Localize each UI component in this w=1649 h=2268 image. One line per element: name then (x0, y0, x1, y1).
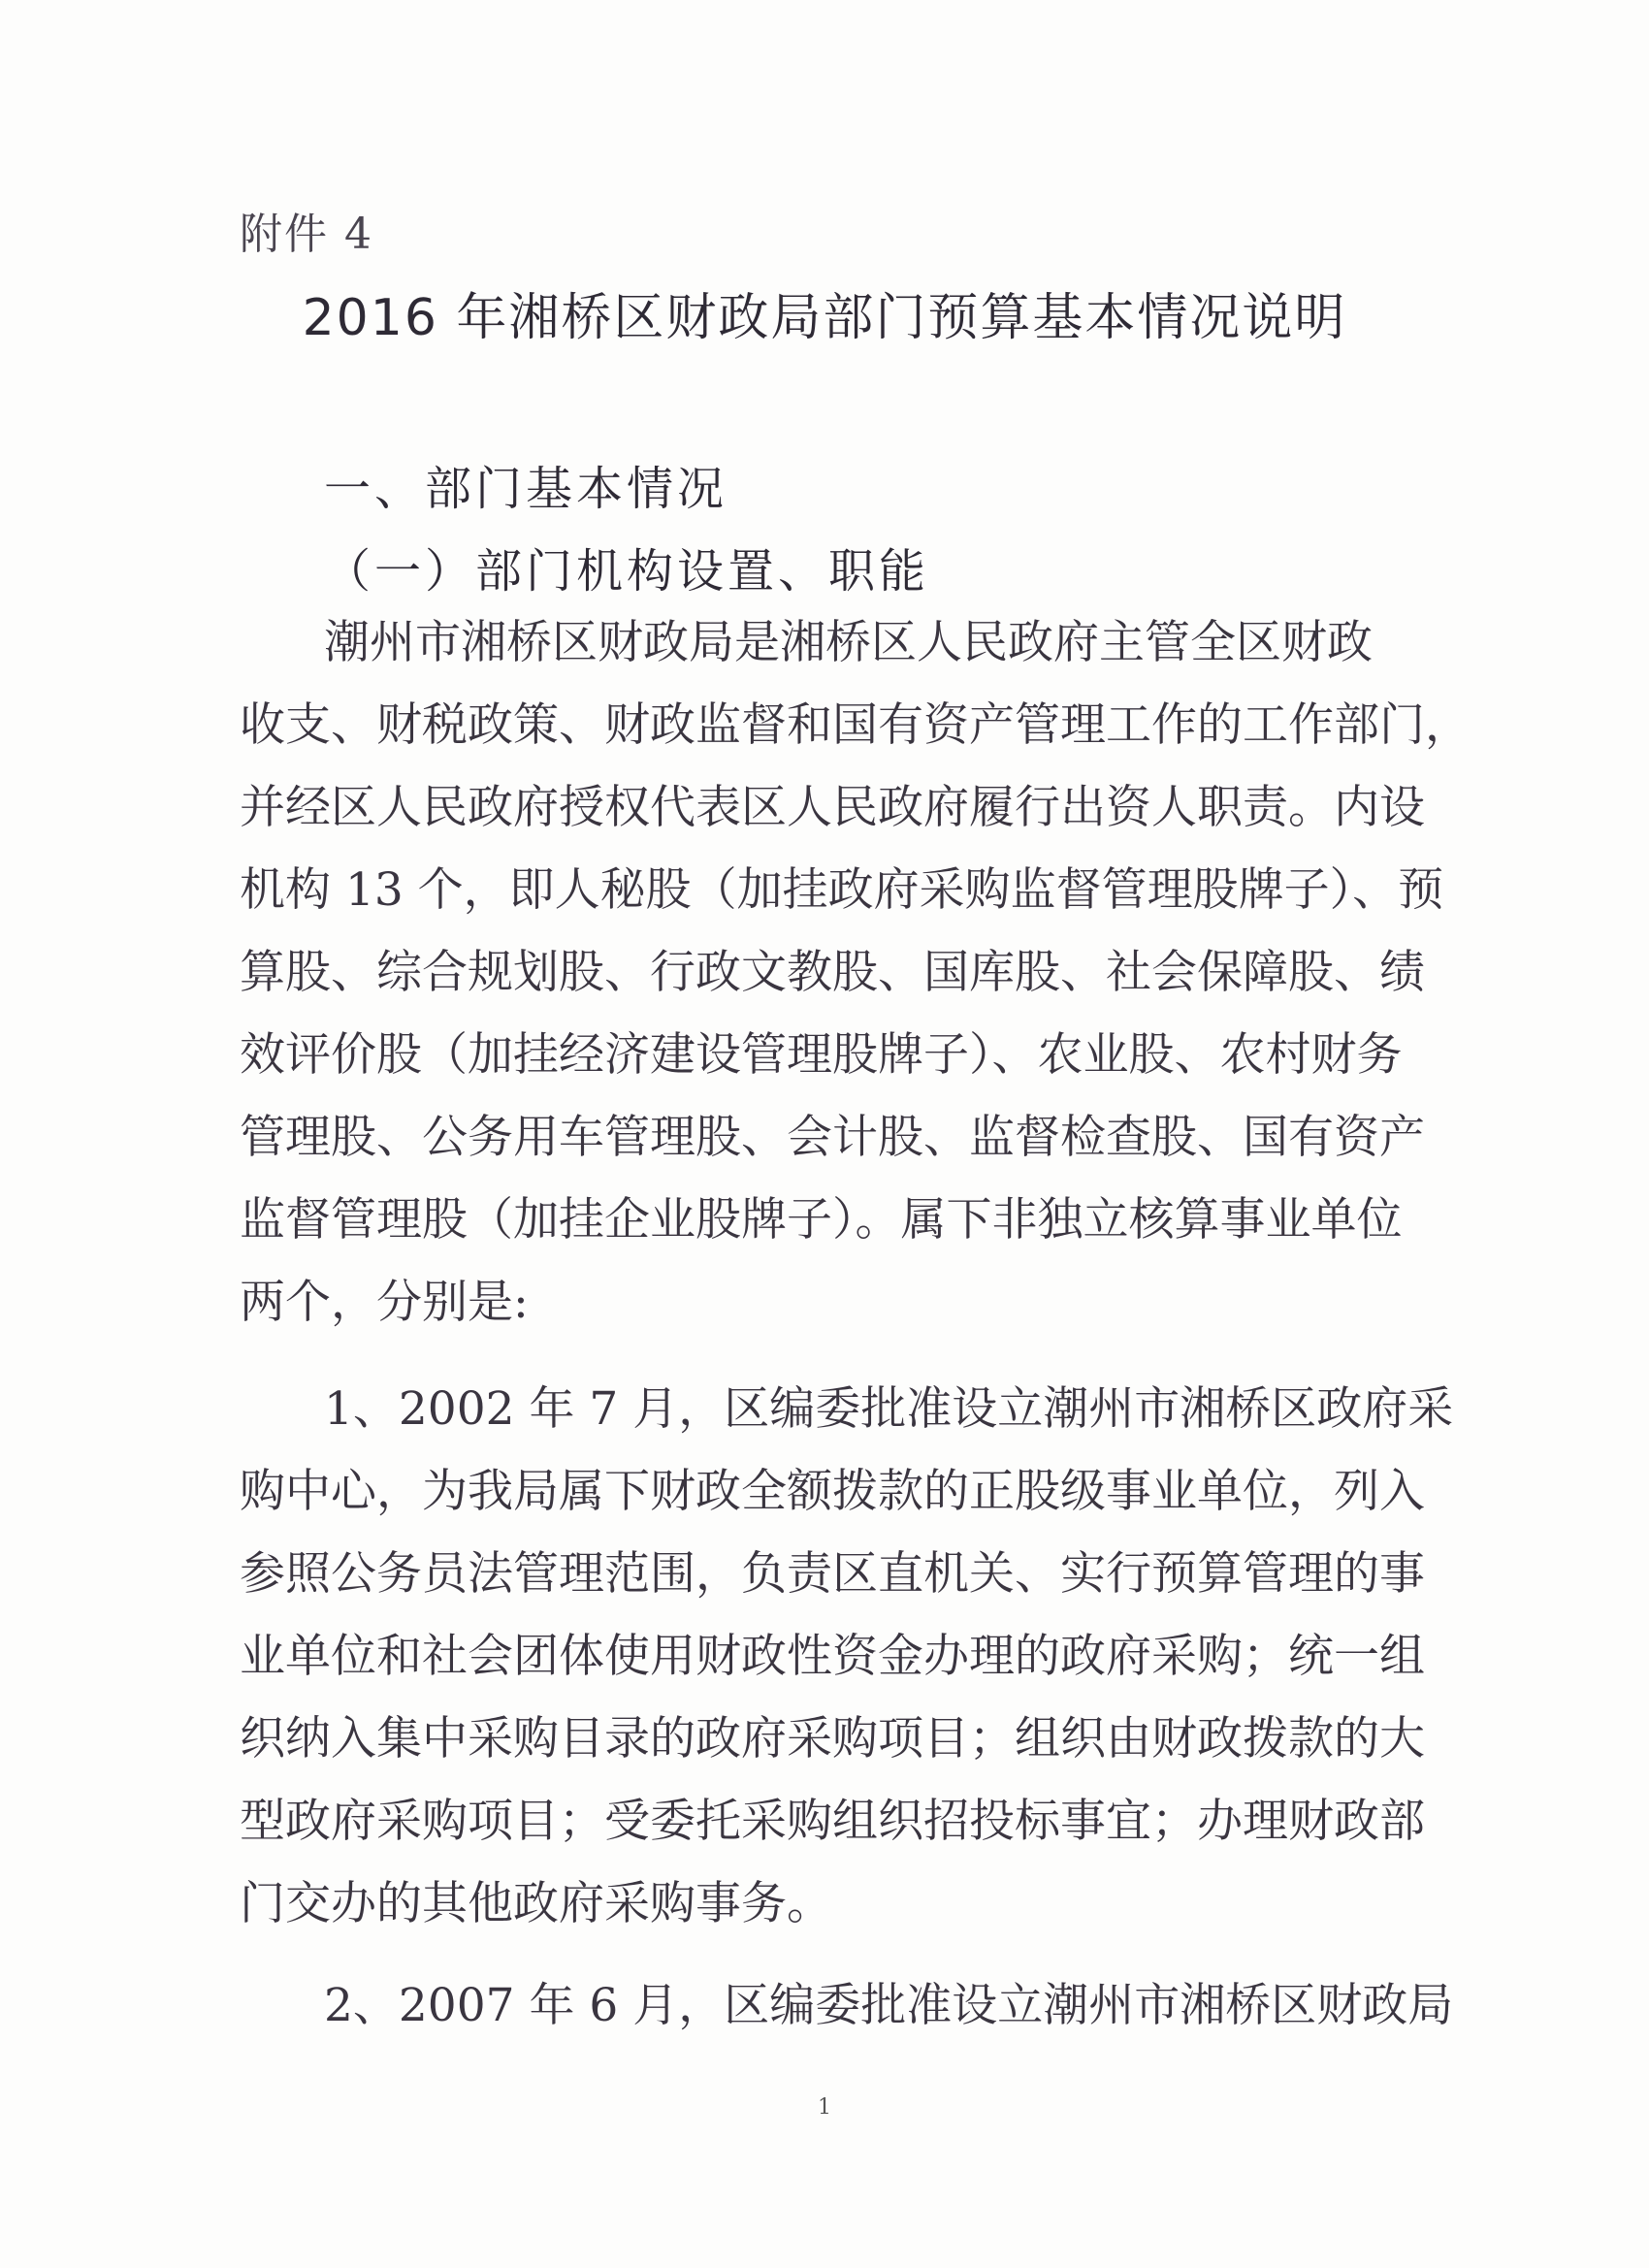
paragraph-line: 织纳入集中采购目录的政府采购项目；组织由财政拨款的大 (240, 1712, 1425, 1766)
paragraph-line: 两个，分别是: (240, 1276, 529, 1329)
paragraph-line: 1、2002 年 7 月，区编委批准设立潮州市湘桥区政府采 (324, 1382, 1454, 1436)
paragraph-line: 业单位和社会团体使用财政性资金办理的政府采购；统一组 (240, 1630, 1425, 1683)
paragraph-line: 2、2007 年 6 月，区编委批准设立潮州市湘桥区财政局 (324, 1979, 1454, 2032)
paragraph-line: 并经区人民政府授权代表区人民政府履行出资人职责。内设 (240, 781, 1425, 834)
page-number: 1 (818, 2095, 831, 2120)
paragraph-second-unit (240, 1964, 1454, 2047)
paragraph-line: 购中心，为我局属下财政全额拨款的正股级事业单位，列入 (240, 1465, 1425, 1518)
document-title: 2016 年湘桥区财政局部门预算基本情况说明 (302, 289, 1347, 347)
paragraph-line: 型政府采购项目；受委托采购组织招投标事宜；办理财政部 (240, 1795, 1425, 1848)
paragraph-line: 参照公务员法管理范围，负责区直机关、实行预算管理的事 (240, 1547, 1425, 1601)
paragraph-line: 监督管理股（加挂企业股牌子）。属下非独立核算事业单位 (240, 1193, 1403, 1247)
paragraph-institution-overview (240, 601, 1471, 1344)
paragraph-line: 收支、财税政策、财政监督和国有资产管理工作的工作部门， (240, 698, 1471, 752)
subsection-heading: （一）部门机构设置、职能 (324, 544, 930, 599)
section-heading: 一、部门基本情况 (324, 462, 728, 516)
paragraph-procurement-center (240, 1368, 1454, 1945)
paragraph-line: 算股、综合规划股、行政文教股、国库股、社会保障股、绩 (240, 946, 1425, 999)
attachment-label: 附件 4 (240, 210, 373, 259)
paragraph-line: 潮州市湘桥区财政局是湘桥区人民政府主管全区财政 (324, 616, 1373, 669)
paragraph-line: 机构 13 个，即人秘股（加挂政府采购监督管理股牌子）、预 (240, 863, 1444, 917)
paragraph-line: 管理股、公务用车管理股、会计股、监督检查股、国有资产 (240, 1111, 1425, 1164)
paragraph-line: 效评价股（加挂经济建设管理股牌子）、农业股、农村财务 (240, 1028, 1403, 1082)
paragraph-line: 门交办的其他政府采购事务。 (240, 1877, 832, 1930)
